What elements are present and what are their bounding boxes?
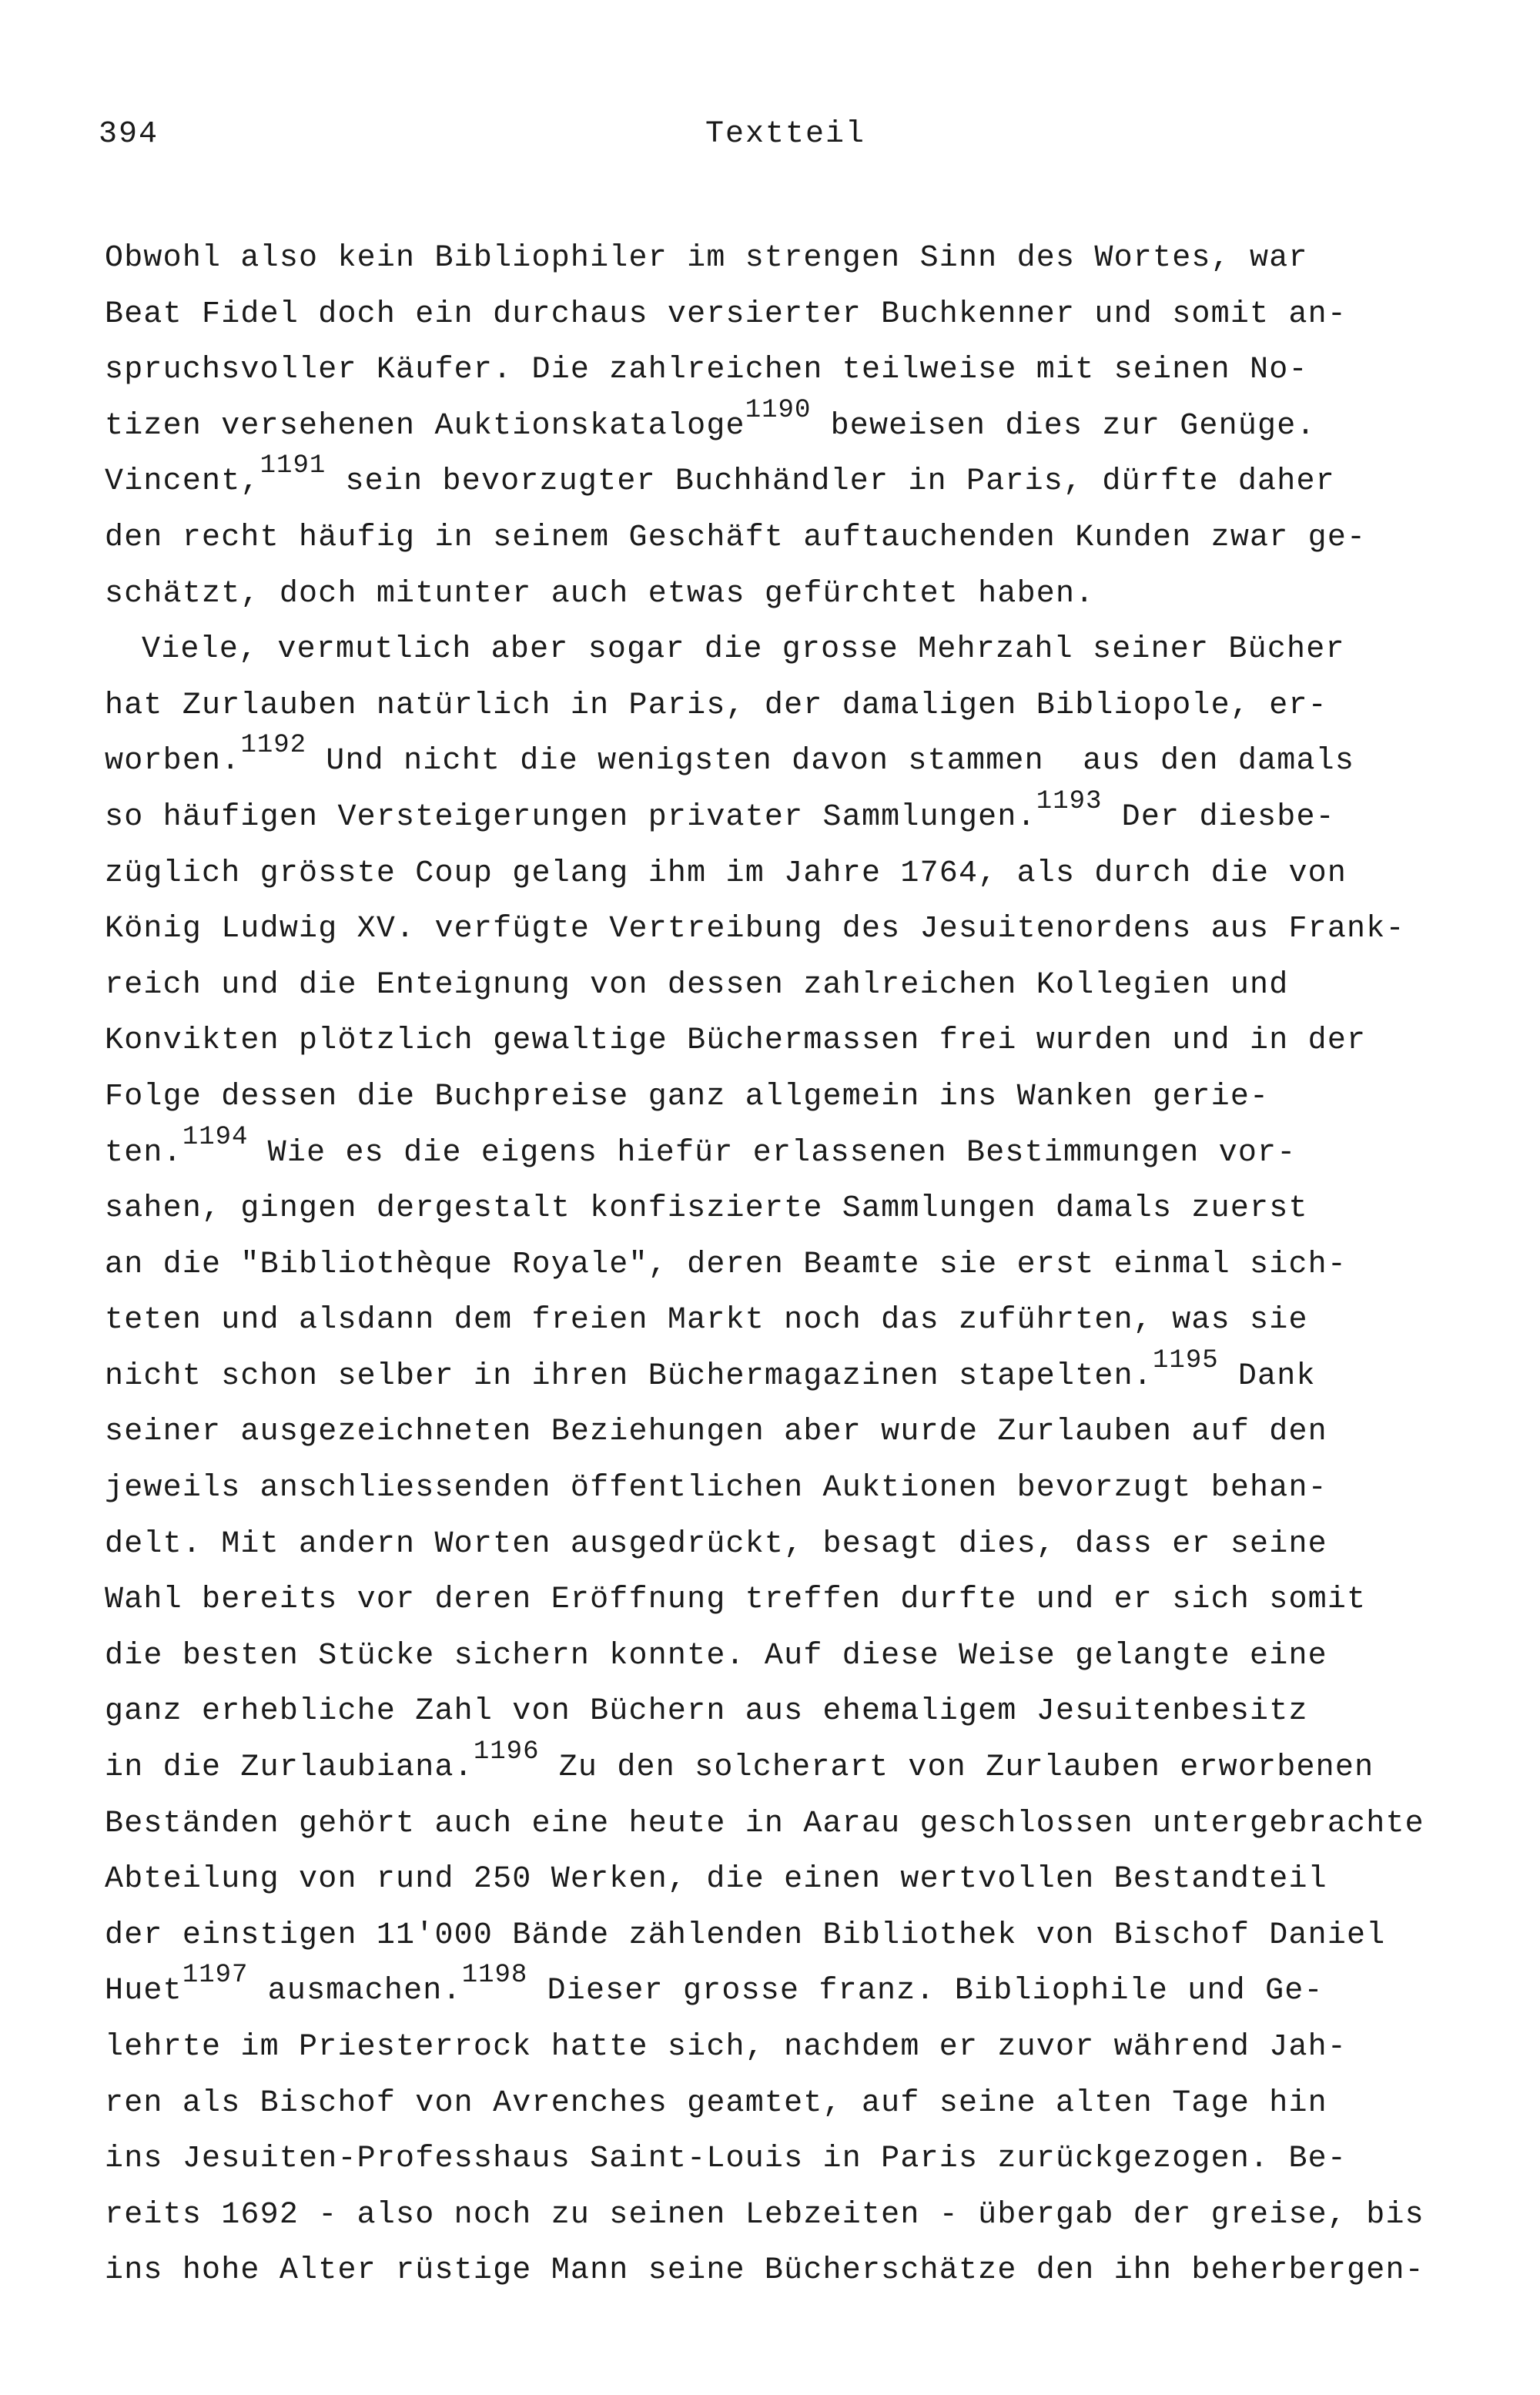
footnote-marker: 1192 [240, 731, 307, 761]
text-segment: delt. Mit andern Worten ausgedrückt, besagt dies, dass er seine [105, 1526, 1327, 1562]
text-segment: hat Zurlauben natürlich in Paris, der damaligen Bibliopole, er- [105, 688, 1327, 723]
text-line [105, 1573, 1506, 1629]
body-text [105, 231, 1506, 2300]
text-segment: König Ludwig XV. verfügte Vertreibung des Jesuitenordens aus Frank- [105, 912, 1405, 947]
text-segment: Wie es die eigens hiefür erlassenen Bestimmungen vor- [248, 1135, 1297, 1171]
text-line [105, 1122, 1506, 1182]
text-segment: in die Zurlaubiana. [105, 1750, 474, 1786]
text-segment: züglich grösste Coup gelang ihm im Jahre 1764, als durch die von [105, 856, 1348, 891]
text-line [105, 786, 1506, 846]
text-segment: Dieser grosse franz. Bibliophile und Ge- [527, 1974, 1324, 2009]
text-line [105, 678, 1506, 735]
text-segment: ten. [105, 1135, 182, 1171]
text-line [105, 1181, 1506, 1238]
text-line [105, 2076, 1506, 2132]
text-segment: Viele, vermutlich aber sogar die grosse Mehrzahl seiner Bücher [142, 632, 1345, 668]
text-segment: ren als Bischof von Avrenches geamtet, auf seine alten Tage hin [105, 2085, 1327, 2121]
text-line [105, 622, 1506, 678]
page-number: 394 [99, 117, 159, 152]
text-line [105, 846, 1506, 903]
footnote-marker: 1195 [1153, 1345, 1219, 1375]
text-line [105, 1908, 1506, 1965]
text-segment: Obwohl also kein Bibliophiler im strengen Sinn des Wortes, war [105, 241, 1308, 276]
footnote-marker: 1196 [473, 1737, 540, 1767]
text-segment: beweisen dies zur Genüge. [811, 408, 1316, 444]
text-line [105, 567, 1506, 623]
text-segment: ins hohe Alter rüstige Mann seine Bücherschätze den ihn beherbergen- [105, 2253, 1424, 2289]
text-line [105, 1629, 1506, 1685]
text-line [105, 1070, 1506, 1126]
text-segment: reich und die Enteignung von dessen zahlreichen Kollegien und [105, 967, 1289, 1003]
text-segment: sahen, gingen dergestalt konfiszierte Sammlungen damals zuerst [105, 1191, 1308, 1227]
text-segment: Folge dessen die Buchpreise ganz allgemein ins Wanken gerie- [105, 1079, 1270, 1114]
text-line [105, 958, 1506, 1014]
text-line [105, 1293, 1506, 1349]
text-segment: sein bevorzugter Buchhändler in Paris, dürfte daher [326, 464, 1335, 500]
text-segment: Beständen gehört auch eine heute in Aarau geschlossen untergebrachte [105, 1806, 1424, 1841]
text-line [105, 1684, 1506, 1740]
text-line [105, 2243, 1506, 2300]
text-line [105, 1961, 1506, 2020]
text-segment: reits 1692 - also noch zu seinen Lebzeiten - übergab der greise, bis [105, 2197, 1424, 2233]
text-segment: Der diesbe- [1102, 799, 1335, 835]
text-line [105, 1797, 1506, 1853]
text-segment: teten und alsdann dem freien Markt noch das zuführten, was sie [105, 1303, 1308, 1338]
text-line [105, 395, 1506, 455]
text-segment: die besten Stücke sichern konnte. Auf diese Weise gelangte eine [105, 1638, 1327, 1673]
text-segment: Wahl bereits vor deren Eröffnung treffen durfte und er sich somit [105, 1583, 1367, 1618]
text-segment: jeweils anschliessenden öffentlichen Auktionen bevorzugt behan- [105, 1471, 1327, 1506]
text-line [105, 1461, 1506, 1517]
text-line [105, 1737, 1506, 1797]
text-segment: Beat Fidel doch ein durchaus versierter Buchkenner und somit an- [105, 296, 1348, 332]
text-line [105, 1238, 1506, 1294]
text-line [105, 1405, 1506, 1461]
text-segment: an die "Bibliothèque Royale", deren Beamte sie erst einmal sich- [105, 1247, 1348, 1282]
text-line [105, 1345, 1506, 1405]
text-line [105, 343, 1506, 399]
text-segment: ausmachen. [248, 1974, 462, 2009]
text-segment: Abteilung von rund 250 Werken, die einen wertvollen Bestandteil [105, 1862, 1327, 1898]
text-line [105, 1852, 1506, 1908]
text-segment: Zu den solcherart von Zurlauben erworbenen [539, 1750, 1374, 1786]
text-segment: den recht häufig in seinem Geschäft auftauchenden Kunden zwar ge- [105, 520, 1367, 555]
running-head: Textteil [705, 117, 866, 152]
text-line [105, 2020, 1506, 2076]
footnote-marker: 1197 [182, 1961, 249, 1991]
text-segment: ins Jesuiten-Professhaus Saint-Louis in Paris zurückgezogen. Be- [105, 2142, 1348, 2177]
text-segment: Dank [1218, 1358, 1316, 1394]
text-segment: ganz erhebliche Zahl von Büchern aus ehemaligem Jesuitenbesitz [105, 1694, 1308, 1730]
text-line [105, 902, 1506, 958]
text-segment: so häufigen Versteigerungen privater Sammlungen. [105, 799, 1036, 835]
footnote-marker: 1190 [745, 395, 812, 425]
text-line [105, 511, 1506, 567]
text-line [105, 231, 1506, 287]
footnote-marker: 1198 [461, 1961, 528, 1991]
text-segment: lehrte im Priesterrock hatte sich, nachdem er zuvor während Jah- [105, 2030, 1348, 2065]
text-segment: Und nicht die wenigsten davon stammen aus den damals [306, 744, 1355, 779]
page-header [0, 117, 1540, 163]
text-line [105, 2132, 1506, 2188]
text-segment: tizen versehenen Auktionskataloge [105, 408, 745, 444]
footnote-marker: 1194 [182, 1122, 249, 1152]
text-segment: nicht schon selber in ihren Büchermagazinen stapelten. [105, 1358, 1153, 1394]
text-line [105, 1013, 1506, 1070]
text-segment: spruchsvoller Käufer. Die zahlreichen teilweise mit seinen No- [105, 353, 1308, 388]
text-segment: Konvikten plötzlich gewaltige Büchermassen frei wurden und in der [105, 1023, 1367, 1059]
text-line [105, 731, 1506, 790]
text-line [105, 451, 1506, 511]
text-line [105, 2188, 1506, 2244]
text-line [105, 287, 1506, 343]
text-segment: Huet [105, 1974, 182, 2009]
text-segment: der einstigen 11'000 Bände zählenden Bibliothek von Bischof Daniel [105, 1918, 1386, 1953]
text-segment: worben. [105, 744, 241, 779]
footnote-marker: 1193 [1036, 786, 1103, 816]
text-segment: seiner ausgezeichneten Beziehungen aber wurde Zurlauben auf den [105, 1415, 1327, 1450]
text-segment: Vincent, [105, 464, 260, 500]
text-line [105, 1517, 1506, 1573]
text-segment: schätzt, doch mitunter auch etwas gefürchtet haben. [105, 576, 1095, 611]
footnote-marker: 1191 [259, 451, 326, 481]
